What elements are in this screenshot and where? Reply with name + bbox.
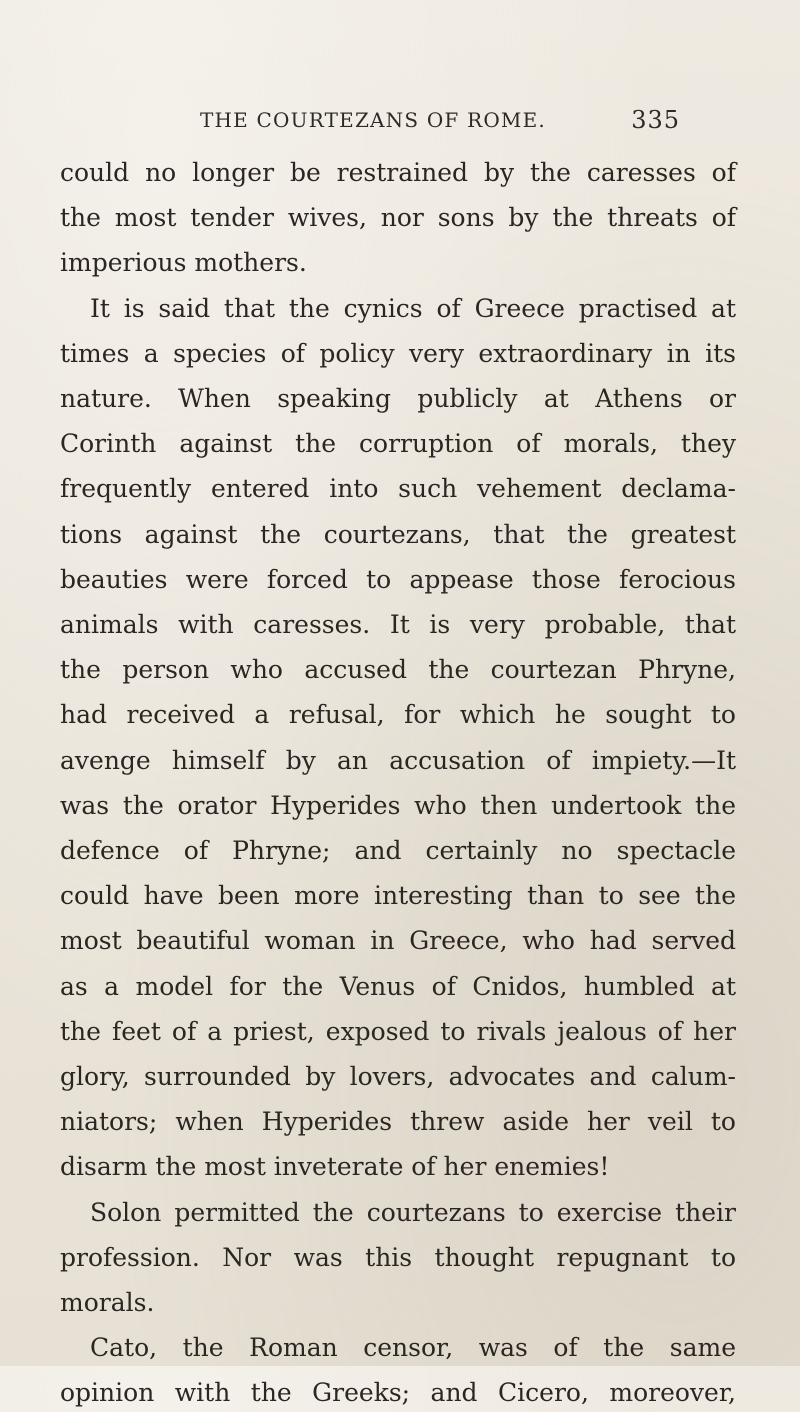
text-line: defence of Phryne; and certainly no spectacle bbox=[60, 836, 736, 865]
text-line: Solon permitted the courtezans to exercise their bbox=[90, 1197, 736, 1227]
text-line: avenge himself by an accusation of impiety.—It bbox=[60, 745, 736, 775]
text-line: Corinth against the corruption of morals, they bbox=[60, 429, 736, 459]
text-line: imperious mothers. bbox=[60, 248, 307, 278]
text-line: tions against the courtezans, that the greatest bbox=[60, 519, 736, 549]
running-head bbox=[200, 104, 800, 140]
text-line: times a species of policy very extraordinary in its bbox=[60, 338, 736, 368]
text-line: the most tender wives, nor sons by the threats of bbox=[60, 203, 736, 233]
text-line: It is said that the cynics of Greece practised at bbox=[90, 293, 736, 323]
text-line: profession. Nor was this thought repugnant to bbox=[60, 1242, 736, 1272]
text-line: disarm the most inveterate of her enemies! bbox=[60, 1152, 610, 1182]
text-line: beauties were forced to appease those ferocious bbox=[60, 564, 736, 594]
running-title: THE COURTEZANS OF ROME. bbox=[200, 108, 546, 132]
text-line: most beautiful woman in Greece, who had served bbox=[60, 926, 736, 956]
text-line: frequently entered into such vehement declama- bbox=[60, 474, 736, 504]
text-line: nature. When speaking publicly at Athens or bbox=[60, 384, 736, 413]
text-line: morals. bbox=[60, 1288, 155, 1317]
text-line: was the orator Hyperides who then undertook the bbox=[60, 790, 736, 820]
text-line: could have been more interesting than to see the bbox=[60, 881, 736, 911]
text-line: opinion with the Greeks; and Cicero, moreover, bbox=[60, 1378, 736, 1408]
text-line: the person who accused the courtezan Phryne, bbox=[60, 655, 736, 685]
text-line: the feet of a priest, exposed to rivals jealous of her bbox=[60, 1016, 736, 1046]
text-line: glory, surrounded by lovers, advocates and calum- bbox=[60, 1062, 736, 1091]
text-line: had received a refusal, for which he sought to bbox=[60, 700, 736, 730]
text-line: animals with caresses. It is very probable, that bbox=[60, 610, 736, 639]
page-number: 335 bbox=[631, 106, 680, 134]
text-line: Cato, the Roman censor, was of the same bbox=[90, 1333, 736, 1363]
text-line: niators; when Hyperides threw aside her veil to bbox=[60, 1107, 736, 1137]
text-line: could no longer be restrained by the caresses of bbox=[60, 158, 736, 187]
text-line: as a model for the Venus of Cnidos, humbled at bbox=[60, 971, 736, 1001]
